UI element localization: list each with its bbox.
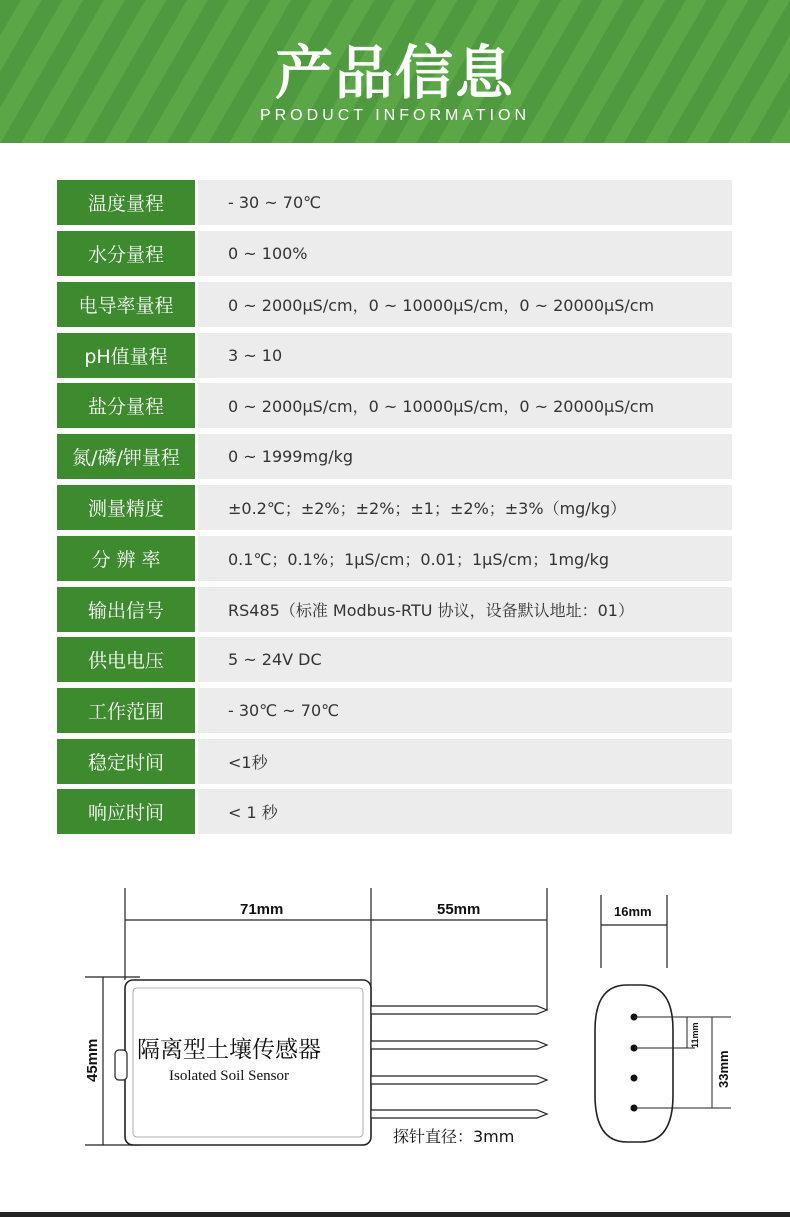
dim-height: 45mm <box>84 1038 101 1082</box>
spec-row-output <box>57 587 732 632</box>
probe-1 <box>371 1006 547 1014</box>
probe-4 <box>371 1110 547 1118</box>
spec-row-accuracy <box>57 485 732 530</box>
dimension-diagram <box>65 870 755 1160</box>
spec-row-moisture <box>57 231 732 276</box>
page-title: 产品信息 <box>274 39 515 107</box>
footer-rule <box>0 1212 790 1217</box>
probe-2 <box>371 1041 547 1049</box>
spec-value: RS485（标准 Modbus-RTU 协议，设备默认地址：01） <box>198 587 732 632</box>
spec-label: 盐分量程 <box>57 383 195 428</box>
spec-value: 0 ~ 2000μS/cm，0 ~ 10000μS/cm，0 ~ 20000μS/cm <box>198 282 732 327</box>
side-view-body <box>595 985 673 1142</box>
spec-row-npk <box>57 434 732 479</box>
spec-row-ph <box>57 333 732 378</box>
spec-label: 供电电压 <box>57 637 195 682</box>
spec-label: 氮/磷/钾量程 <box>57 434 195 479</box>
sensor-label-en: Isolated Soil Sensor <box>169 1068 289 1084</box>
spec-row-conductivity <box>57 282 732 327</box>
spec-row-stabilization <box>57 739 732 784</box>
probe-3 <box>371 1076 547 1084</box>
header-banner <box>0 0 790 143</box>
spec-row-temperature <box>57 180 732 225</box>
dimension-drawing <box>65 870 755 1160</box>
spec-label: 工作范围 <box>57 688 195 733</box>
spec-value: 5 ~ 24V DC <box>198 637 732 682</box>
spec-value: ±0.2℃；±2%；±2%；±1；±2%；±3%（mg/kg） <box>198 485 732 530</box>
spec-value: <1秒 <box>198 739 732 784</box>
spec-label: 温度量程 <box>57 180 195 225</box>
spec-label: 分 辨 率 <box>57 536 195 581</box>
dim-pin-span: 33mm <box>716 1050 731 1088</box>
spec-value: 0 ~ 2000μS/cm，0 ~ 10000μS/cm，0 ~ 20000μS/cm <box>198 383 732 428</box>
spec-value: 0 ~ 100% <box>198 231 732 276</box>
spec-value: 3 ~ 10 <box>198 333 732 378</box>
spec-label: 水分量程 <box>57 231 195 276</box>
spec-label: 输出信号 <box>57 587 195 632</box>
spec-value: 0 ~ 1999mg/kg <box>198 434 732 479</box>
spec-value: 0.1℃；0.1%；1μS/cm；0.01；1μS/cm；1mg/kg <box>198 536 732 581</box>
dim-pin-spacing: 11mm <box>690 1022 700 1048</box>
spec-label: pH值量程 <box>57 333 195 378</box>
cable-gland <box>115 1050 127 1080</box>
page-subtitle: PRODUCT INFORMATION <box>259 107 531 124</box>
dim-body-width: 71mm <box>240 901 284 918</box>
spec-row-operating-range <box>57 688 732 733</box>
probe-diameter-note: 探针直径：3mm <box>393 1127 515 1146</box>
spec-label: 测量精度 <box>57 485 195 530</box>
spec-value: - 30℃ ~ 70℃ <box>198 688 732 733</box>
sensor-label-cn: 隔离型土壤传感器 <box>137 1037 321 1063</box>
spec-row-resolution <box>57 536 732 581</box>
spec-row-salinity <box>57 383 732 428</box>
spec-label: 响应时间 <box>57 789 195 834</box>
spec-label: 稳定时间 <box>57 739 195 784</box>
dim-side-width: 16mm <box>614 904 652 919</box>
spec-value: < 1 秒 <box>198 789 732 834</box>
spec-row-power <box>57 637 732 682</box>
spec-row-response <box>57 789 732 834</box>
pin-dot-3 <box>631 1075 638 1082</box>
dim-probe-width: 55mm <box>437 901 481 918</box>
spec-value: - 30 ~ 70℃ <box>198 180 732 225</box>
spec-label: 电导率量程 <box>57 282 195 327</box>
